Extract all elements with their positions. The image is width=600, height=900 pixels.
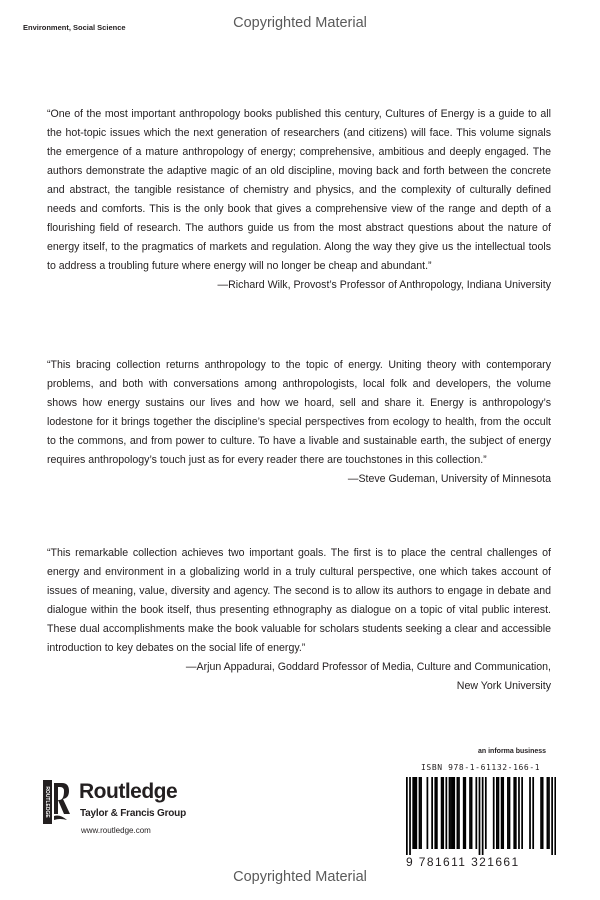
logo-vertical-text: ROUTLEDGE [44,786,51,818]
barcode-bar [501,777,503,849]
barcode-bar [415,777,417,849]
copyright-watermark-bottom: Copyrighted Material [233,869,367,885]
barcode-bar [482,777,484,855]
barcode-bar [406,777,408,855]
endorsement-quote-3 [47,544,551,696]
barcode-bar [542,777,544,849]
barcode-bar [529,777,531,849]
publisher-website: www.routledge.com [81,826,151,835]
quote-1-attribution: —Richard Wilk, Provost’s Professor of Anthropology, Indiana University [217,279,551,291]
barcode-bar [548,777,550,849]
barcode-bar [479,777,481,855]
barcode-bar [414,777,416,849]
barcode-bar [507,777,509,849]
barcode-bar [498,777,500,849]
barcode-bar [458,777,460,849]
barcode-bar [540,777,542,849]
barcode-bar [515,777,517,849]
quote-1-text: “One of the most important anthropology books published this century, Cultures of Energy is a guide to all the hot-topic issues which the next generation of researchers (and citizens) will face. This volume signals the emergence of a mature anthropology of energy; comprehensive, ambitious and deeply engaged. The authors demonstrate the adaptive magic of an old discipline, moving back and forth between the concrete and abstract, the tangible resistance of chemistry and physics, and the complexity of culturally defined needs and comforts. This is the only book that gives a comprehensive view of the range and depth of a flourishing field of research. The authors guide us from the most abstract questions about the nature of energy itself, to the pragmatics of markets and regulation. Along the way they give us the intellectual tools to address a troubling future where energy will no longer be cheap and abundant.” [47,108,551,272]
barcode-bar [509,777,511,849]
barcode [406,777,556,855]
barcode-bar [427,777,429,849]
barcode-bars [406,777,556,855]
category-label: Environment, Social Science [23,23,126,32]
barcode-bar [502,777,504,849]
barcode-bar [475,777,477,849]
barcode-bar [441,777,443,849]
barcode-bar [445,777,447,849]
quote-2-attribution: —Steve Gudeman, University of Minnesota [347,473,551,485]
barcode-bar [419,777,421,849]
endorsement-quote-2 [47,356,551,489]
copyright-watermark-top: Copyrighted Material [233,15,367,31]
barcode-bar [471,777,473,849]
barcode-bar [452,777,454,849]
quote-3-attribution-line1: —Arjun Appadurai, Goddard Professor of Media, Culture and Communication, [185,661,551,673]
barcode-bar [436,777,438,849]
barcode-bar [493,777,495,849]
barcode-bar [450,777,452,849]
barcode-bar [518,777,520,849]
barcode-bar [469,777,471,849]
barcode-bar [420,777,422,849]
barcode-bar [463,777,465,849]
barcode-bar [431,777,433,849]
barcode-bar [496,777,498,849]
barcode-bar [412,777,414,849]
barcode-number: 9 781611 321661 [406,855,520,869]
quote-2-text: “This bracing collection returns anthropology to the topic of energy. Uniting theory with contemporary problems, and both with conversations among anthropologists, local folk and developers, the volume shows how energy sustains our lives and how we hoard, sell and share it. Energy is anthropology’s lodestone for it brings together the discipline’s special perspectives from ecology to health, from the occult to the commons, and from power to culture. To have a livable and sustainable earth, the subject of energy requires anthropology’s touch just as for every reader there are touchstones in this collection.” [47,359,551,466]
routledge-r-logo-icon [43,780,71,824]
barcode-bar [442,777,444,849]
isbn-text: ISBN 978-1-61132-166-1 [421,763,541,772]
barcode-bar [434,777,436,849]
barcode-bar [554,777,556,855]
barcode-bar [532,777,534,849]
publisher-group: Taylor & Francis Group [80,808,186,819]
barcode-bar [449,777,451,849]
barcode-bar [513,777,515,849]
publisher-name: Routledge [79,780,178,803]
barcode-bar [485,777,487,849]
barcode-bar [547,777,549,849]
barcode-bar [457,777,459,849]
quote-3-text: “This remarkable collection achieves two important goals. The first is to place the central challenges of energy and environment in a globalizing world in a truly cultural perspective, one which takes account of issues of meaning, value, diversity and agency. The second is to allow its authors to engage in debate and dialogue within the book itself, thus presenting ethnography as dialogue on a topic of vital public interest. These dual accomplishments make the book valuable for scholars students seeking a clear and accessible introduction to key debates on the social life of energy.” [47,547,551,654]
barcode-bar [521,777,523,849]
barcode-bar [409,777,411,855]
endorsement-quote-1 [47,105,551,295]
barcode-bar [551,777,553,855]
barcode-bar [453,777,455,849]
quote-3-attribution-line2: New York University [456,680,551,692]
barcode-bar [464,777,466,849]
informa-tagline: an informa business [478,748,547,755]
